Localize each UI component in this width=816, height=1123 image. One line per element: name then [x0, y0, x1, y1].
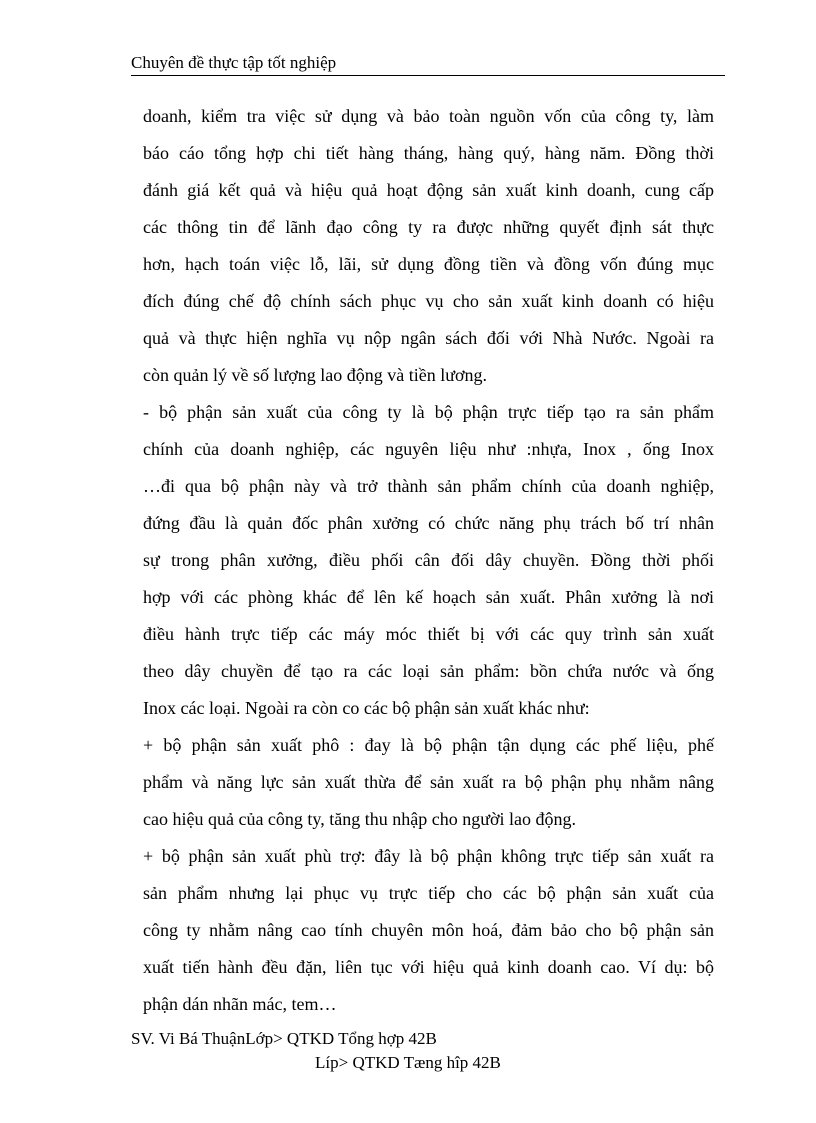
body-line: …đi qua bộ phận này và trở thành sản phẩm chính của doanh nghiệp, — [143, 476, 714, 496]
body-text — [143, 98, 714, 1023]
body-line: quả và thực hiện nghĩa vụ nộp ngân sách đối với Nhà Nước. Ngoài ra — [143, 328, 714, 348]
header-divider — [131, 75, 725, 76]
body-line: đánh giá kết quả và hiệu quả hoạt động sản xuất kinh doanh, cung cấp — [143, 180, 714, 200]
page-header-title: Chuyên đề thực tập tốt nghiệp — [131, 53, 337, 72]
body-line: chính của doanh nghiệp, các nguyên liệu như :nhựa, Inox , ống Inox — [143, 439, 714, 459]
body-line: phận dán nhãn mác, tem… — [143, 994, 337, 1014]
body-line: sự trong phân xưởng, điều phối cân đối dây chuyền. Đồng thời phối — [143, 550, 714, 570]
body-line: điều hành trực tiếp các máy móc thiết bị với các quy trình sản xuất — [143, 624, 714, 644]
body-line: - bộ phận sản xuất của công ty là bộ phận trực tiếp tạo ra sản phẩm — [143, 402, 714, 422]
footer-class-line: Líp> QTKD Tæng hîp 42B — [315, 1053, 501, 1072]
body-line: phẩm và năng lực sản xuất thừa để sản xuất ra bộ phận phụ nhằm nâng — [143, 772, 714, 792]
body-line: hơn, hạch toán việc lỗ, lãi, sử dụng đồng tiền và đồng vốn đúng mục — [143, 254, 714, 274]
footer-student-line: SV. Vi Bá ThuậnLớp> QTKD Tổng hợp 42B — [131, 1029, 437, 1048]
body-line: còn quản lý về số lượng lao động và tiền lương. — [143, 365, 487, 385]
body-line: sản phẩm nhưng lại phục vụ trực tiếp cho các bộ phận sản xuất của — [143, 883, 714, 903]
body-line: theo dây chuyền để tạo ra các loại sản phẩm: bồn chứa nước và ống — [143, 661, 714, 681]
body-line: các thông tin để lãnh đạo công ty ra được những quyết định sát thực — [143, 217, 714, 237]
body-line: công ty nhằm nâng cao tính chuyên môn hoá, đảm bảo cho bộ phận sản — [143, 920, 714, 940]
body-line: Inox các loại. Ngoài ra còn co các bộ phận sản xuất khác như: — [143, 698, 590, 718]
body-line: + bộ phận sản xuất phù trợ: đây là bộ phận không trực tiếp sản xuất ra — [143, 846, 714, 866]
body-line: hợp với các phòng khác để lên kế hoạch sản xuất. Phân xưởng là nơi — [143, 587, 714, 607]
body-line: báo cáo tổng hợp chi tiết hàng tháng, hàng quý, hàng năm. Đồng thời — [143, 143, 714, 163]
body-line: cao hiệu quả của công ty, tăng thu nhập cho người lao động. — [143, 809, 576, 829]
body-line: đứng đầu là quản đốc phân xưởng có chức năng phụ trách bố trí nhân — [143, 513, 714, 533]
body-line: + bộ phận sản xuất phô : đay là bộ phận tận dụng các phế liệu, phế — [143, 735, 714, 755]
body-line: doanh, kiểm tra việc sử dụng và bảo toàn nguồn vốn của công ty, làm — [143, 106, 714, 126]
body-line: đích đúng chế độ chính sách phục vụ cho sản xuất kinh doanh có hiệu — [143, 291, 714, 311]
body-line: xuất tiến hành đều đặn, liên tục với hiệu quả kinh doanh cao. Ví dụ: bộ — [143, 957, 714, 977]
